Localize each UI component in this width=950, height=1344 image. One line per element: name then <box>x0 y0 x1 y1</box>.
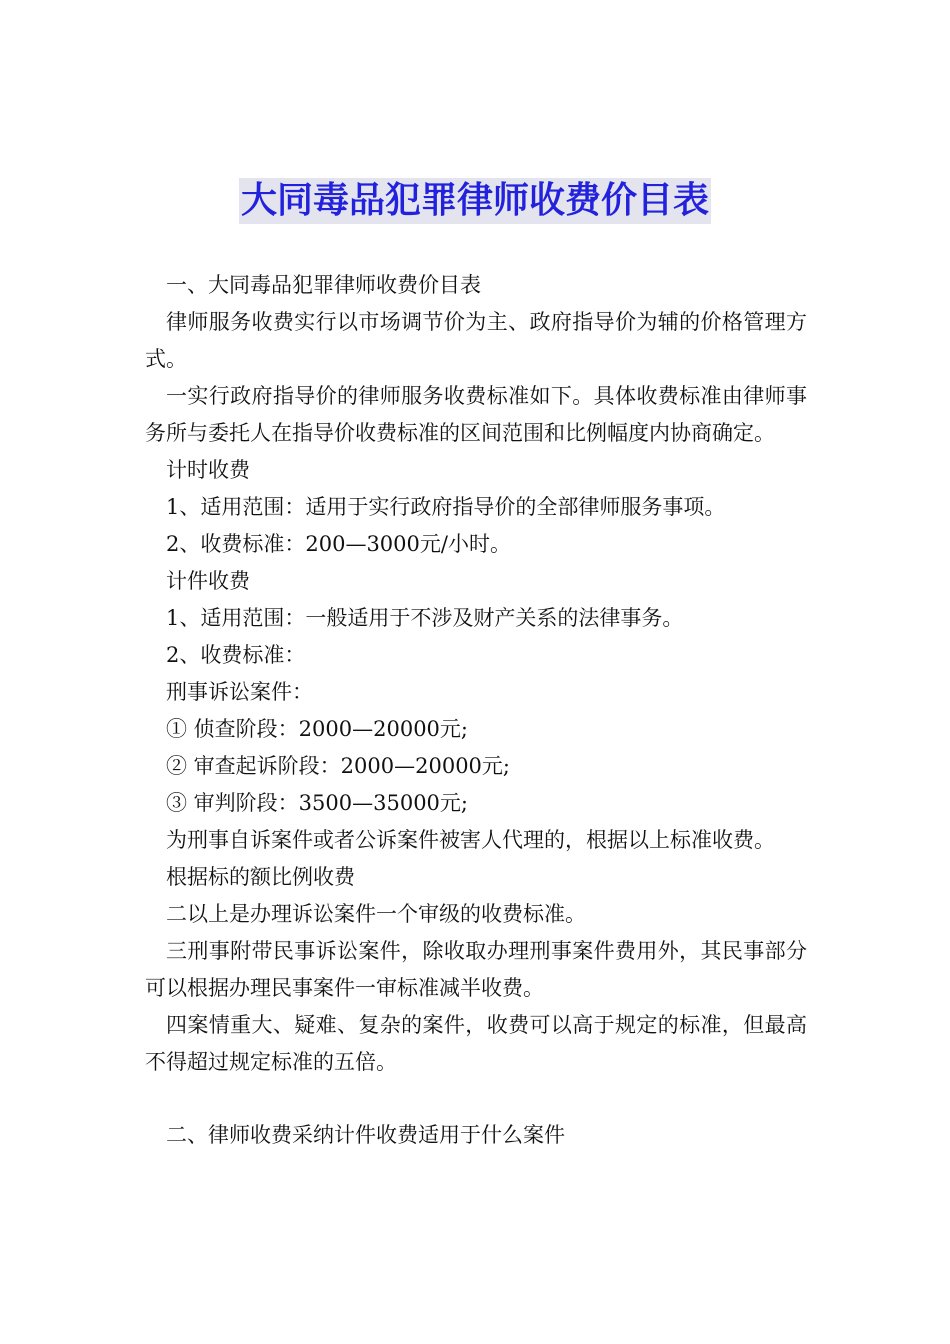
paragraph-investigation-stage: ① 侦查阶段：2000—20000元; <box>166 717 468 741</box>
document-title-wrap <box>0 178 950 224</box>
paragraph-trial-stage: ③ 审判阶段：3500—35000元; <box>166 791 468 815</box>
paragraph-civil-attached: 三刑事附带民事诉讼案件，除收取办理刑事案件费用外，其民事部分可以根据办理民事案件一审标准减半收费。 <box>145 939 807 1000</box>
paragraph-criminal-cases: 刑事诉讼案件： <box>166 680 313 704</box>
document-body <box>145 267 807 1154</box>
paragraph-pricing-method: 律师服务收费实行以市场调节价为主、政府指导价为辅的价格管理方式。 <box>145 310 807 371</box>
section-gap <box>145 1081 807 1117</box>
section2-heading: 二、律师收费采纳计件收费适用于什么案件 <box>166 1123 565 1147</box>
paragraph-per-case-scope: 1、适用范围：一般适用于不涉及财产关系的法律事务。 <box>166 606 684 630</box>
paragraph-trial-level-note: 二以上是办理诉讼案件一个审级的收费标准。 <box>166 902 586 926</box>
paragraph-victim-agent: 为刑事自诉案件或者公诉案件被害人代理的，根据以上标准收费。 <box>166 828 775 852</box>
paragraph-section1-heading: 一、大同毒品犯罪律师收费价目表 <box>166 273 481 297</box>
paragraph-proportional-fee: 根据标的额比例收费 <box>166 865 355 889</box>
paragraph-prosecution-stage: ② 审查起诉阶段：2000—20000元; <box>166 754 510 778</box>
paragraph-complex-cases: 四案情重大、疑难、复杂的案件，收费可以高于规定的标准，但最高不得超过规定标准的五倍。 <box>145 1013 807 1074</box>
document-title: 大同毒品犯罪律师收费价目表 <box>239 178 711 224</box>
paragraph-hourly-scope: 1、适用范围：适用于实行政府指导价的全部律师服务事项。 <box>166 495 726 519</box>
paragraph-hourly-rate: 2、收费标准：200—3000元/小时。 <box>166 532 511 556</box>
paragraph-per-case-heading: 计件收费 <box>166 569 250 593</box>
paragraph-guidance-standard: 一实行政府指导价的律师服务收费标准如下。具体收费标准由律师事务所与委托人在指导价收费标准的区间范围和比例幅度内协商确定。 <box>145 384 807 445</box>
paragraph-per-case-rate: 2、收费标准： <box>166 643 306 667</box>
paragraph-hourly-heading: 计时收费 <box>166 458 250 482</box>
